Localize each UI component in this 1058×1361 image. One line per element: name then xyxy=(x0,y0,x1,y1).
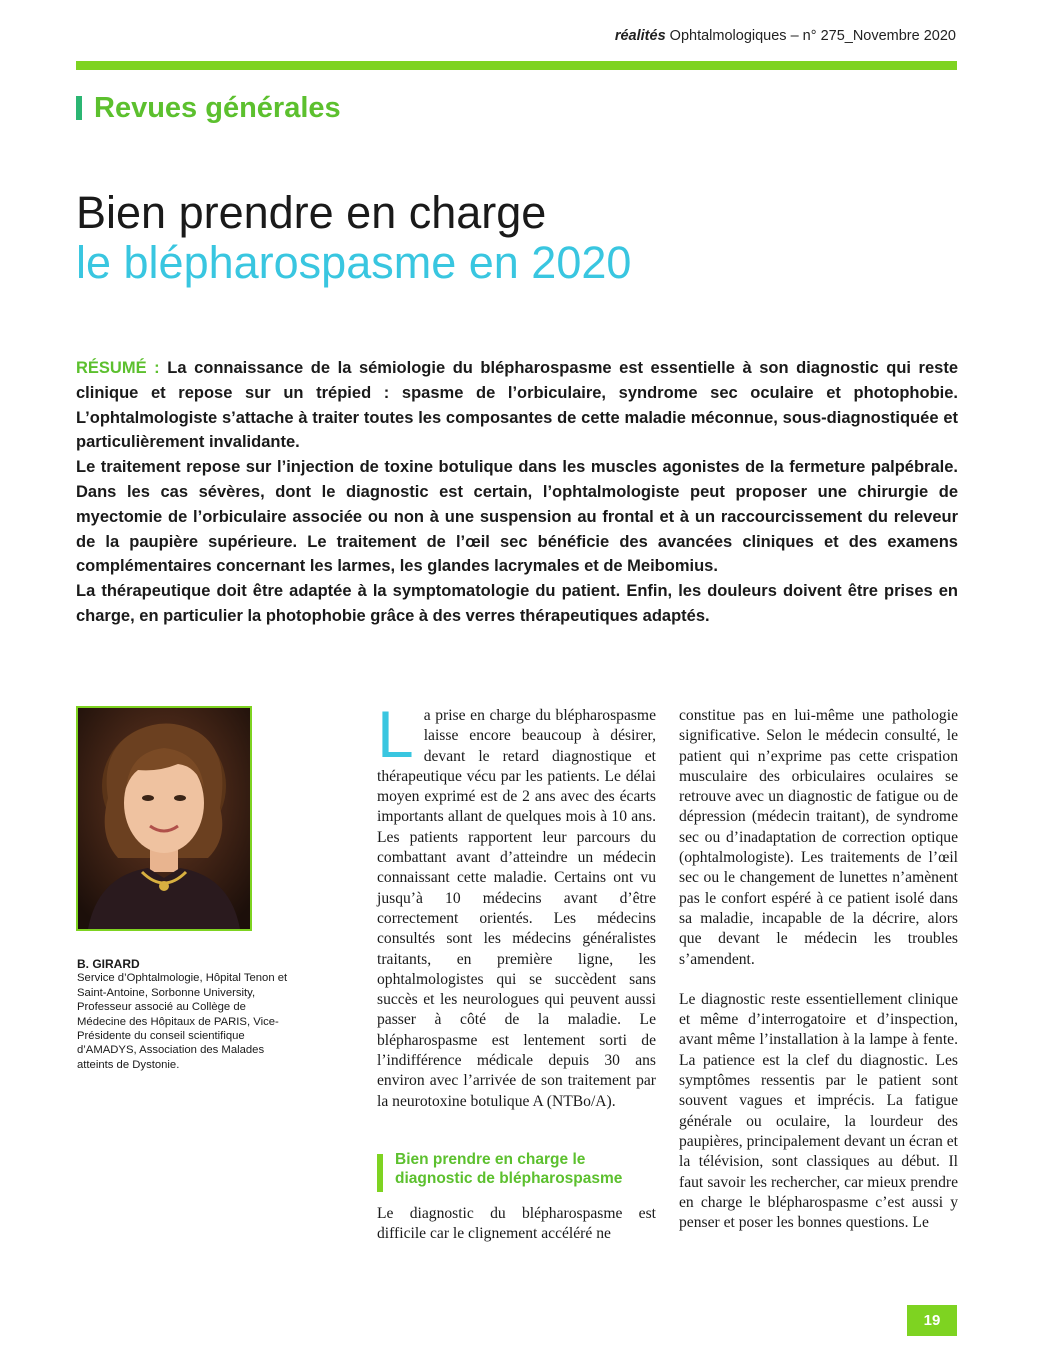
abstract-label: RÉSUMÉ : xyxy=(76,359,160,377)
paragraph-gap xyxy=(679,970,958,990)
section-title: Revues générales xyxy=(94,91,341,124)
drop-cap: L xyxy=(377,697,414,771)
section-label xyxy=(76,90,341,126)
journal-issue: Ophtalmologiques – n° 275_Novembre 2020 xyxy=(669,28,956,44)
clinical-diagnosis-paragraph: Le diagnostic reste essentiellement clinique et même d’interrogatoire et d’inspection, avant même l’installation à la lampe à fente. La patience est la clef du diagnostic. Les symptômes ressentis par le patient sont souvent vagues et imprécis. La fatigue générale ou oculaire, la lourdeur des paupières, principalement devant un écran et la télévision, sont classiques au début. Il faut savoir les rechercher, car mieux prendre en charge le blépharospasme c’est aussi y penser et poser les bonnes questions. Le xyxy=(679,990,958,1232)
article-title xyxy=(76,188,631,288)
diagnosis-paragraph-continued: constitue pas en lui-même une pathologie significative. Selon le médecin consulté, le patient qui n’exprime pas cette crispation musculaire des orbiculaires oculaires se retrouve avec un diagnostic de fatigue ou de dépression (médecin traitant), de syndrome sec ou d’inadaptation de correction optique (ophtalmologiste). Les traitements de l’œil sec ou le changement de lunettes n’amènent pas le confort espéré à ce patient isolé dans sa maladie, incapable de la décrire, alors que devant le médecin les troubles s’amendent. xyxy=(679,707,958,968)
header-rule xyxy=(76,61,957,70)
title-line-1: Bien prendre en charge xyxy=(76,187,547,238)
abstract xyxy=(76,356,958,629)
journal-brand: réalités xyxy=(614,28,666,44)
body-column-1 xyxy=(377,697,656,1245)
diagnosis-paragraph-start: Le diagnostic du blépharospasme est difficile car le clignement accéléré ne xyxy=(377,1204,656,1243)
subheading-text: Bien prendre en charge le diagnostic de blépharospasme xyxy=(395,1150,623,1187)
intro-text: a prise en charge du blépharospasme laisse encore beaucoup à désirer, devant le retard diagnostique et thérapeutique vécu par les patients. Le délai moyen exprimé est de 2 ans avec des écarts importants allant de quelques mois à 10 ans. Les patients rapportent leur parcours du combattant avant d’atteindre un médecin connaissant cette maladie. Certains ont vu jusqu’à 10 médecins avant d’être correctement orientés. Les médecins consultés sont les médecins généralistes traitants, en première ligne, les ophtalmologistes qui se succèdent sans succès et les neurologues qui peuvent aussi passer à côté de la maladie. Le blépharospasme est lentement sorti de l’indifférence médicale depuis 30 ans environ avec l’arrivée de son traitement par la neurotoxine botulique A (NTBo/A). xyxy=(377,707,656,1110)
subheading xyxy=(377,1150,656,1188)
author-name: B. GIRARD xyxy=(77,957,140,971)
abstract-paragraph-2: Le traitement repose sur l’injection de toxine botulique dans les muscles agonistes de la fermeture palpébrale. Dans les cas sévères, dont le diagnostic est certain, l’ophtalmologiste peut proposer une chirurgie de myectomie de l’orbiculaire associée ou non à une suspension au frontal et à un raccourcissement du releveur de la paupière supérieure. Le traitement de l’œil sec bénéficie des avancées cliniques et des examens complémentaires concernant les larmes, les glandes lacrymales et de Meibomius. xyxy=(76,458,958,576)
abstract-text-1: La connaissance de la sémiologie du blépharospasme est essentielle à son diagnostic qui reste clinique et repose sur un trépied : spasme de l’orbiculaire, syndrome sec oculaire et photophobie. L’ophtalmologiste s’attache à traiter toutes les composantes de cette maladie méconnue, sous-diagnostiquée et particulièrement invalidante. xyxy=(76,359,959,452)
intro-paragraph xyxy=(377,697,656,1112)
author-info xyxy=(77,957,297,1072)
author-portrait-image xyxy=(78,708,250,929)
abstract-paragraph-1 xyxy=(76,356,958,455)
section-marker xyxy=(76,96,82,120)
subheading-marker xyxy=(377,1154,383,1192)
author-photo xyxy=(76,706,252,931)
page-number: 19 xyxy=(907,1305,957,1336)
title-line-2: le blépharospasme en 2020 xyxy=(76,237,632,288)
author-affiliation: Service d’Ophtalmologie, Hôpital Tenon et Saint-Antoine, Sorbonne University, Professeur associé au Collège de Médecine des Hôpitaux de PARIS, Vice-Présidente du conseil scientifique d’AMADYS, Association des Malades atteints de Dystonie. xyxy=(77,972,288,1071)
body-column-2 xyxy=(679,706,958,1233)
running-header xyxy=(615,28,956,44)
abstract-paragraph-3: La thérapeutique doit être adaptée à la symptomatologie du patient. Enfin, les douleurs doivent être prises en charge, en particulier la photophobie grâce à des verres thérapeutiques adaptés. xyxy=(76,582,958,625)
